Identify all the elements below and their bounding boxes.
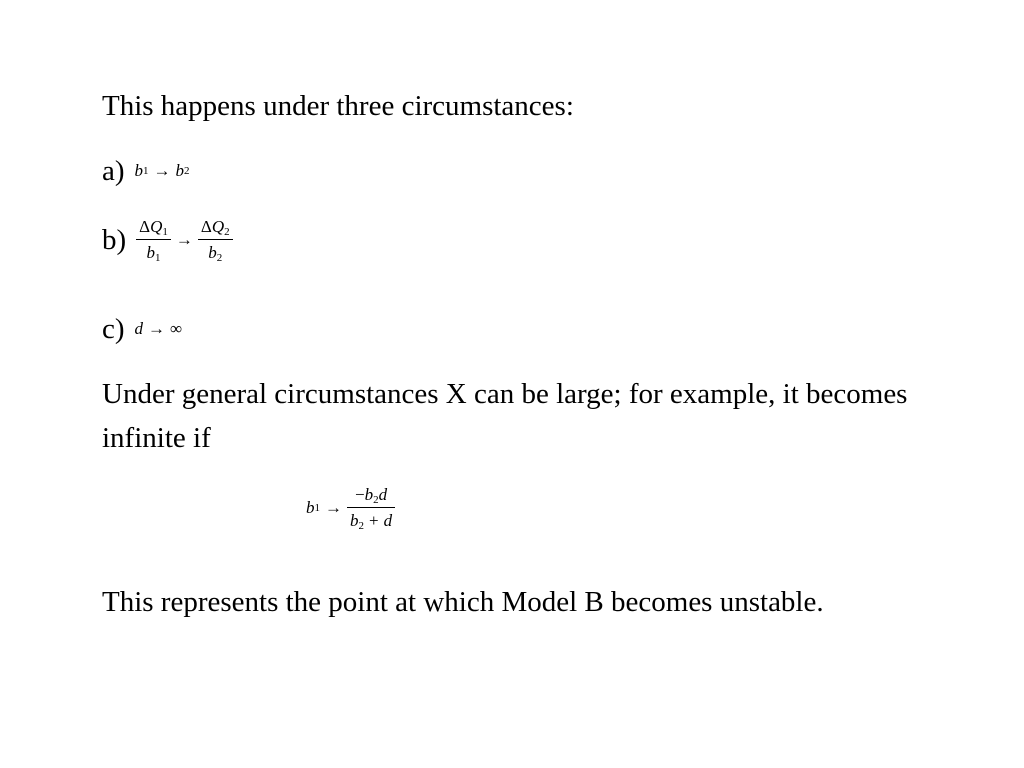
var-b: b	[146, 243, 156, 262]
body-paragraph: Under general circumstances X can be large; for example, it becomes infinite if	[102, 378, 908, 454]
fraction-left	[136, 218, 171, 262]
fraction-right-numerator	[198, 218, 233, 239]
condition-c	[102, 312, 182, 346]
subscript-2: 2	[216, 252, 223, 264]
fraction-right-denominator	[205, 240, 225, 262]
var-d: d	[378, 485, 388, 504]
plus-symbol: +	[369, 511, 379, 530]
condition-b	[102, 218, 233, 262]
infinity-symbol: ∞	[170, 319, 183, 338]
closing-text: This represents the point at which Model B becomes unstable.	[102, 586, 824, 618]
var-b: b	[364, 485, 374, 504]
fraction-instability-numerator	[352, 486, 390, 507]
subscript-2: 2	[373, 494, 379, 506]
fraction-left-denominator	[144, 240, 164, 262]
condition-c-formula	[135, 319, 183, 339]
delta-symbol: Δ	[200, 217, 212, 236]
var-d: d	[134, 319, 144, 338]
condition-c-label: c)	[102, 313, 125, 345]
condition-a-formula: b 1 → b 2	[134, 161, 190, 180]
fraction-left-numerator	[136, 218, 171, 239]
arrow-symbol: →	[148, 319, 166, 338]
intro-text: This happens under three circumstances:	[102, 90, 574, 122]
var-b: b	[350, 511, 359, 530]
subscript-1: 1	[155, 252, 161, 264]
arrow-symbol: →	[175, 230, 193, 249]
subscript-2: 2	[224, 226, 230, 238]
var-d: d	[383, 511, 393, 530]
subscript-2: 2	[358, 520, 364, 532]
var-b: b	[175, 161, 185, 180]
fraction-right	[198, 218, 233, 262]
delta-symbol: Δ	[139, 217, 151, 236]
arrow-symbol: →	[153, 161, 171, 180]
var-q: Q	[150, 217, 163, 236]
condition-b-formula	[136, 218, 232, 262]
condition-a-label: a)	[102, 155, 125, 187]
var-b: b	[134, 161, 144, 180]
arrow-symbol: →	[325, 498, 342, 517]
var-b: b	[208, 243, 217, 262]
condition-a	[102, 154, 190, 188]
fraction-instability-denominator	[347, 508, 395, 530]
subscript-1: 1	[162, 226, 168, 238]
condition-b-label: b)	[102, 224, 127, 256]
minus-symbol: −	[355, 485, 365, 504]
var-q: Q	[211, 217, 225, 236]
var-b: b	[306, 498, 315, 517]
instability-formula: b 1 → $\frac{-b_2d}{b_2 + d}$	[306, 486, 395, 530]
fraction-instability	[347, 486, 395, 530]
instability-equation	[306, 486, 395, 530]
